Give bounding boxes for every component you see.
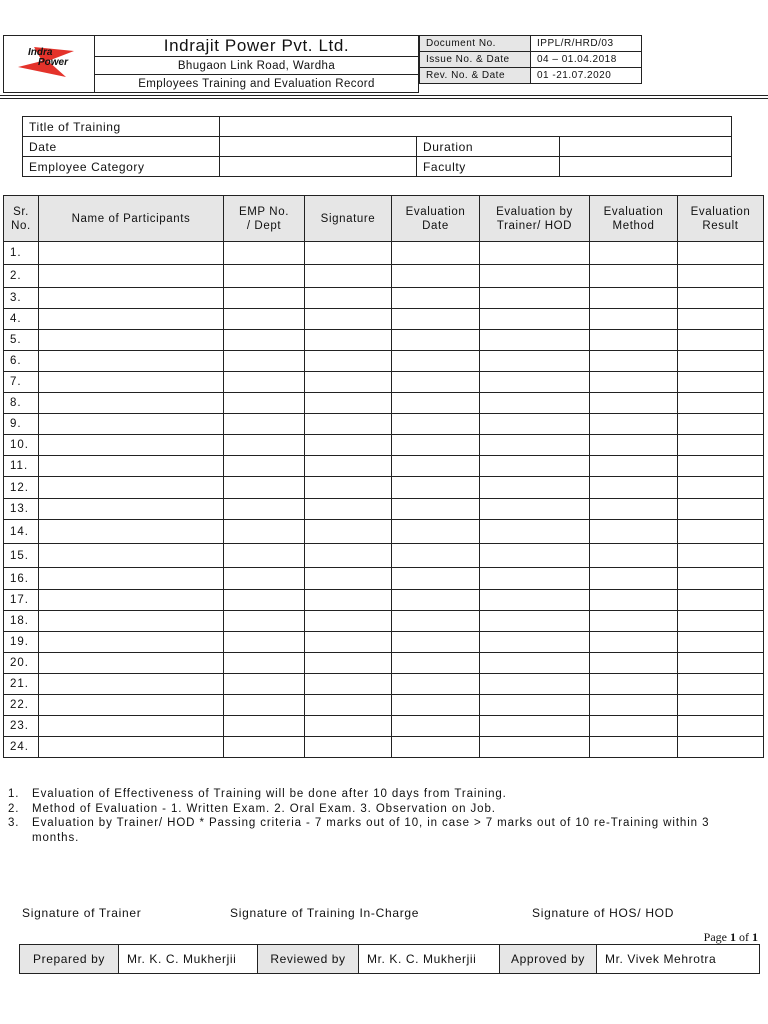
duration-field[interactable] xyxy=(560,137,732,157)
signature-trainer-label: Signature of Trainer xyxy=(22,906,142,920)
evaluation-result-cell[interactable] xyxy=(678,456,764,477)
signature-cell[interactable] xyxy=(305,242,392,265)
evaluation-by-cell[interactable] xyxy=(480,737,590,758)
evaluation-by-cell[interactable] xyxy=(480,674,590,695)
signature-cell[interactable] xyxy=(305,435,392,456)
table-row xyxy=(4,414,764,435)
emp-no-cell[interactable] xyxy=(224,456,305,477)
evaluation-result-cell[interactable] xyxy=(678,351,764,372)
evaluation-by-cell[interactable] xyxy=(480,499,590,520)
table-row xyxy=(4,520,764,544)
name-cell[interactable] xyxy=(39,674,224,695)
row-sr-no: 7. xyxy=(4,372,39,393)
evaluation-date-cell[interactable] xyxy=(392,351,480,372)
row-sr-no: 16. xyxy=(4,568,39,590)
evaluation-by-cell[interactable] xyxy=(480,611,590,632)
name-cell[interactable] xyxy=(39,288,224,309)
evaluation-date-cell[interactable] xyxy=(392,414,480,435)
row-sr-no: 18. xyxy=(4,611,39,632)
participants-table xyxy=(3,195,764,758)
evaluation-method-cell[interactable] xyxy=(590,309,678,330)
emp-no-cell[interactable] xyxy=(224,414,305,435)
row-sr-no: 14. xyxy=(4,520,39,544)
evaluation-method-cell[interactable] xyxy=(590,414,678,435)
evaluation-date-cell[interactable] xyxy=(392,330,480,351)
name-cell[interactable] xyxy=(39,393,224,414)
logo-text-power: Power xyxy=(38,56,69,68)
emp-no-cell[interactable] xyxy=(224,653,305,674)
evaluation-by-cell[interactable] xyxy=(480,242,590,265)
evaluation-result-cell[interactable] xyxy=(678,309,764,330)
reviewed-by-label: Reviewed by xyxy=(258,945,359,974)
doc-row-revision xyxy=(420,68,642,84)
emp-no-cell[interactable] xyxy=(224,568,305,590)
table-row xyxy=(4,632,764,653)
evaluation-by-cell[interactable] xyxy=(480,414,590,435)
col-evaluation-result: Evaluation Result xyxy=(678,196,764,242)
evaluation-method-cell[interactable] xyxy=(590,653,678,674)
title-of-training-label: Title of Training xyxy=(23,117,220,137)
evaluation-date-cell[interactable] xyxy=(392,477,480,499)
evaluation-result-cell[interactable] xyxy=(678,632,764,653)
evaluation-result-cell[interactable] xyxy=(678,372,764,393)
evaluation-by-cell[interactable] xyxy=(480,330,590,351)
table-row xyxy=(4,330,764,351)
emp-no-cell[interactable] xyxy=(224,737,305,758)
approved-by-value: Mr. Vivek Mehrotra xyxy=(597,945,760,974)
evaluation-by-cell[interactable] xyxy=(480,590,590,611)
evaluation-method-cell[interactable] xyxy=(590,695,678,716)
name-cell[interactable] xyxy=(39,456,224,477)
signature-cell[interactable] xyxy=(305,414,392,435)
signature-cell[interactable] xyxy=(305,611,392,632)
logo-icon xyxy=(4,37,92,87)
company-name: Indrajit Power Pvt. Ltd. xyxy=(95,36,419,57)
doc-value: 01 -21.07.2020 xyxy=(531,68,642,84)
name-cell[interactable] xyxy=(39,520,224,544)
name-cell[interactable] xyxy=(39,477,224,499)
emp-no-cell[interactable] xyxy=(224,330,305,351)
emp-no-cell[interactable] xyxy=(224,544,305,568)
note-item: 1. Evaluation of Effectiveness of Training will be done after 10 days from Training. xyxy=(8,788,507,800)
row-sr-no: 5. xyxy=(4,330,39,351)
table-row xyxy=(4,456,764,477)
emp-no-cell[interactable] xyxy=(224,288,305,309)
emp-no-cell[interactable] xyxy=(224,393,305,414)
name-cell[interactable] xyxy=(39,330,224,351)
evaluation-result-cell[interactable] xyxy=(678,288,764,309)
signature-cell[interactable] xyxy=(305,499,392,520)
signature-cell[interactable] xyxy=(305,456,392,477)
evaluation-method-cell[interactable] xyxy=(590,611,678,632)
doc-label: Document No. xyxy=(420,36,531,52)
signature-cell[interactable] xyxy=(305,372,392,393)
table-row xyxy=(4,309,764,330)
evaluation-result-cell[interactable] xyxy=(678,265,764,288)
col-evaluation-method: Evaluation Method xyxy=(590,196,678,242)
evaluation-date-cell[interactable] xyxy=(392,499,480,520)
doc-label: Rev. No. & Date xyxy=(420,68,531,84)
emp-no-cell[interactable] xyxy=(224,716,305,737)
evaluation-result-cell[interactable] xyxy=(678,695,764,716)
signature-cell[interactable] xyxy=(305,393,392,414)
date-field[interactable] xyxy=(220,137,417,157)
employee-category-field[interactable] xyxy=(220,157,417,177)
evaluation-method-cell[interactable] xyxy=(590,351,678,372)
evaluation-method-cell[interactable] xyxy=(590,242,678,265)
signature-cell[interactable] xyxy=(305,309,392,330)
doc-row-document-no xyxy=(420,36,642,52)
evaluation-date-cell[interactable] xyxy=(392,653,480,674)
evaluation-date-cell[interactable] xyxy=(392,288,480,309)
evaluation-by-cell[interactable] xyxy=(480,351,590,372)
row-sr-no: 20. xyxy=(4,653,39,674)
evaluation-method-cell[interactable] xyxy=(590,520,678,544)
emp-no-cell[interactable] xyxy=(224,435,305,456)
evaluation-by-cell[interactable] xyxy=(480,653,590,674)
row-sr-no: 15. xyxy=(4,544,39,568)
row-sr-no: 3. xyxy=(4,288,39,309)
doc-label: Issue No. & Date xyxy=(420,52,531,68)
evaluation-method-cell[interactable] xyxy=(590,330,678,351)
evaluation-result-cell[interactable] xyxy=(678,477,764,499)
participants-body xyxy=(4,242,764,758)
name-cell[interactable] xyxy=(39,653,224,674)
table-row xyxy=(4,435,764,456)
table-row xyxy=(4,265,764,288)
evaluation-method-cell[interactable] xyxy=(590,477,678,499)
evaluation-date-cell[interactable] xyxy=(392,520,480,544)
header-table xyxy=(3,35,419,93)
row-sr-no: 10. xyxy=(4,435,39,456)
evaluation-method-cell[interactable] xyxy=(590,544,678,568)
name-cell[interactable] xyxy=(39,351,224,372)
evaluation-date-cell[interactable] xyxy=(392,309,480,330)
name-cell[interactable] xyxy=(39,372,224,393)
name-cell[interactable] xyxy=(39,414,224,435)
training-info-table xyxy=(22,116,732,177)
prepared-by-label: Prepared by xyxy=(20,945,119,974)
table-row xyxy=(4,716,764,737)
signature-cell[interactable] xyxy=(305,632,392,653)
table-row xyxy=(4,737,764,758)
row-sr-no: 11. xyxy=(4,456,39,477)
duration-label: Duration xyxy=(417,137,560,157)
evaluation-date-cell[interactable] xyxy=(392,393,480,414)
evaluation-method-cell[interactable] xyxy=(590,568,678,590)
evaluation-date-cell[interactable] xyxy=(392,737,480,758)
evaluation-result-cell[interactable] xyxy=(678,242,764,265)
name-cell[interactable] xyxy=(39,265,224,288)
name-cell[interactable] xyxy=(39,695,224,716)
notes xyxy=(8,787,748,845)
doc-value: IPPL/R/HRD/03 xyxy=(531,36,642,52)
table-row xyxy=(4,695,764,716)
evaluation-by-cell[interactable] xyxy=(480,632,590,653)
participants-header-row xyxy=(4,196,764,242)
emp-no-cell[interactable] xyxy=(224,590,305,611)
divider-top-2 xyxy=(0,98,768,99)
col-evaluation-by: Evaluation by Trainer/ HOD xyxy=(480,196,590,242)
name-cell[interactable] xyxy=(39,499,224,520)
evaluation-method-cell[interactable] xyxy=(590,393,678,414)
emp-no-cell[interactable] xyxy=(224,372,305,393)
signature-cell[interactable] xyxy=(305,737,392,758)
evaluation-result-cell[interactable] xyxy=(678,393,764,414)
evaluation-date-cell[interactable] xyxy=(392,544,480,568)
evaluation-by-cell[interactable] xyxy=(480,265,590,288)
evaluation-date-cell[interactable] xyxy=(392,568,480,590)
signature-cell[interactable] xyxy=(305,520,392,544)
signature-cell[interactable] xyxy=(305,265,392,288)
emp-no-cell[interactable] xyxy=(224,520,305,544)
emp-no-cell[interactable] xyxy=(224,632,305,653)
signature-cell[interactable] xyxy=(305,674,392,695)
table-row xyxy=(4,590,764,611)
row-sr-no: 2. xyxy=(4,265,39,288)
evaluation-result-cell[interactable] xyxy=(678,716,764,737)
evaluation-method-cell[interactable] xyxy=(590,499,678,520)
table-row xyxy=(4,568,764,590)
note-item: 2. Method of Evaluation - 1. Written Exam. 2. Oral Exam. 3. Observation on Job. xyxy=(8,802,496,815)
form-title: Employees Training and Evaluation Record xyxy=(95,75,419,93)
row-sr-no: 21. xyxy=(4,674,39,695)
evaluation-result-cell[interactable] xyxy=(678,737,764,758)
faculty-field[interactable] xyxy=(560,157,732,177)
evaluation-date-cell[interactable] xyxy=(392,372,480,393)
signature-cell[interactable] xyxy=(305,477,392,499)
evaluation-result-cell[interactable] xyxy=(678,499,764,520)
row-sr-no: 6. xyxy=(4,351,39,372)
document-info-table xyxy=(419,35,642,84)
evaluation-method-cell[interactable] xyxy=(590,737,678,758)
emp-no-cell[interactable] xyxy=(224,611,305,632)
evaluation-date-cell[interactable] xyxy=(392,435,480,456)
evaluation-by-cell[interactable] xyxy=(480,477,590,499)
employee-category-label: Employee Category xyxy=(23,157,220,177)
emp-no-cell[interactable] xyxy=(224,242,305,265)
divider-top xyxy=(0,95,768,96)
table-row xyxy=(4,288,764,309)
table-row xyxy=(4,242,764,265)
evaluation-result-cell[interactable] xyxy=(678,435,764,456)
evaluation-date-cell[interactable] xyxy=(392,632,480,653)
col-name: Name of Participants xyxy=(39,196,224,242)
signature-incharge-label: Signature of Training In-Charge xyxy=(230,906,420,920)
evaluation-method-cell[interactable] xyxy=(590,372,678,393)
row-sr-no: 23. xyxy=(4,716,39,737)
doc-value: 04 – 01.04.2018 xyxy=(531,52,642,68)
evaluation-method-cell[interactable] xyxy=(590,716,678,737)
evaluation-result-cell[interactable] xyxy=(678,520,764,544)
evaluation-method-cell[interactable] xyxy=(590,288,678,309)
evaluation-result-cell[interactable] xyxy=(678,653,764,674)
title-of-training-field[interactable] xyxy=(220,117,732,137)
col-evaluation-date: Evaluation Date xyxy=(392,196,480,242)
emp-no-cell[interactable] xyxy=(224,674,305,695)
table-row xyxy=(4,393,764,414)
evaluation-method-cell[interactable] xyxy=(590,435,678,456)
col-emp-no: EMP No. / Dept xyxy=(224,196,305,242)
evaluation-date-cell[interactable] xyxy=(392,611,480,632)
table-row xyxy=(4,499,764,520)
evaluation-method-cell[interactable] xyxy=(590,456,678,477)
approved-by-label: Approved by xyxy=(500,945,597,974)
prepared-by-value: Mr. K. C. Mukherjii xyxy=(119,945,258,974)
evaluation-method-cell[interactable] xyxy=(590,674,678,695)
emp-no-cell[interactable] xyxy=(224,695,305,716)
evaluation-date-cell[interactable] xyxy=(392,590,480,611)
evaluation-result-cell[interactable] xyxy=(678,330,764,351)
emp-no-cell[interactable] xyxy=(224,309,305,330)
signature-cell[interactable] xyxy=(305,590,392,611)
evaluation-by-cell[interactable] xyxy=(480,435,590,456)
reviewed-by-value: Mr. K. C. Mukherjii xyxy=(359,945,500,974)
name-cell[interactable] xyxy=(39,716,224,737)
evaluation-date-cell[interactable] xyxy=(392,456,480,477)
name-cell[interactable] xyxy=(39,242,224,265)
name-cell[interactable] xyxy=(39,632,224,653)
logo-text-indra: Indra xyxy=(28,46,53,58)
note-item: 3. Evaluation by Trainer/ HOD * Passing criteria - 7 marks out of 10, in case > 7 marks out of 10 re-Training within 3 months. xyxy=(8,817,710,844)
evaluation-by-cell[interactable] xyxy=(480,544,590,568)
evaluation-by-cell[interactable] xyxy=(480,716,590,737)
evaluation-result-cell[interactable] xyxy=(678,674,764,695)
evaluation-date-cell[interactable] xyxy=(392,716,480,737)
approval-footer xyxy=(19,944,760,974)
evaluation-by-cell[interactable] xyxy=(480,372,590,393)
evaluation-by-cell[interactable] xyxy=(480,309,590,330)
name-cell[interactable] xyxy=(39,568,224,590)
evaluation-by-cell[interactable] xyxy=(480,288,590,309)
signature-cell[interactable] xyxy=(305,351,392,372)
signature-cell[interactable] xyxy=(305,288,392,309)
col-signature: Signature xyxy=(305,196,392,242)
evaluation-result-cell[interactable] xyxy=(678,568,764,590)
row-sr-no: 8. xyxy=(4,393,39,414)
name-cell[interactable] xyxy=(39,309,224,330)
col-sr-no: Sr. No. xyxy=(4,196,39,242)
row-sr-no: 17. xyxy=(4,590,39,611)
evaluation-date-cell[interactable] xyxy=(392,265,480,288)
emp-no-cell[interactable] xyxy=(224,351,305,372)
signature-hod-label: Signature of HOS/ HOD xyxy=(532,906,675,920)
evaluation-by-cell[interactable] xyxy=(480,456,590,477)
company-logo xyxy=(4,36,95,93)
name-cell[interactable] xyxy=(39,544,224,568)
row-sr-no: 24. xyxy=(4,737,39,758)
row-sr-no: 13. xyxy=(4,499,39,520)
page-number: Page 1 of 1 xyxy=(703,930,758,944)
name-cell[interactable] xyxy=(39,590,224,611)
emp-no-cell[interactable] xyxy=(224,499,305,520)
row-sr-no: 12. xyxy=(4,477,39,499)
evaluation-method-cell[interactable] xyxy=(590,632,678,653)
name-cell[interactable] xyxy=(39,435,224,456)
row-sr-no: 19. xyxy=(4,632,39,653)
table-row xyxy=(4,611,764,632)
evaluation-result-cell[interactable] xyxy=(678,414,764,435)
evaluation-method-cell[interactable] xyxy=(590,265,678,288)
emp-no-cell[interactable] xyxy=(224,265,305,288)
signature-cell[interactable] xyxy=(305,568,392,590)
evaluation-date-cell[interactable] xyxy=(392,242,480,265)
signature-cell[interactable] xyxy=(305,544,392,568)
table-row xyxy=(4,477,764,499)
table-row xyxy=(4,674,764,695)
evaluation-date-cell[interactable] xyxy=(392,695,480,716)
evaluation-result-cell[interactable] xyxy=(678,544,764,568)
doc-row-issue xyxy=(420,52,642,68)
row-sr-no: 1. xyxy=(4,242,39,265)
name-cell[interactable] xyxy=(39,737,224,758)
row-sr-no: 22. xyxy=(4,695,39,716)
signature-cell[interactable] xyxy=(305,330,392,351)
name-cell[interactable] xyxy=(39,611,224,632)
evaluation-by-cell[interactable] xyxy=(480,695,590,716)
signature-cell[interactable] xyxy=(305,695,392,716)
table-row xyxy=(4,351,764,372)
emp-no-cell[interactable] xyxy=(224,477,305,499)
company-address: Bhugaon Link Road, Wardha xyxy=(95,57,419,75)
evaluation-date-cell[interactable] xyxy=(392,674,480,695)
evaluation-by-cell[interactable] xyxy=(480,520,590,544)
evaluation-method-cell[interactable] xyxy=(590,590,678,611)
row-sr-no: 4. xyxy=(4,309,39,330)
table-row xyxy=(4,372,764,393)
evaluation-by-cell[interactable] xyxy=(480,568,590,590)
row-sr-no: 9. xyxy=(4,414,39,435)
signature-cell[interactable] xyxy=(305,716,392,737)
faculty-label: Faculty xyxy=(417,157,560,177)
evaluation-result-cell[interactable] xyxy=(678,611,764,632)
signature-cell[interactable] xyxy=(305,653,392,674)
table-row xyxy=(4,653,764,674)
evaluation-by-cell[interactable] xyxy=(480,393,590,414)
date-label: Date xyxy=(23,137,220,157)
evaluation-result-cell[interactable] xyxy=(678,590,764,611)
table-row xyxy=(4,544,764,568)
